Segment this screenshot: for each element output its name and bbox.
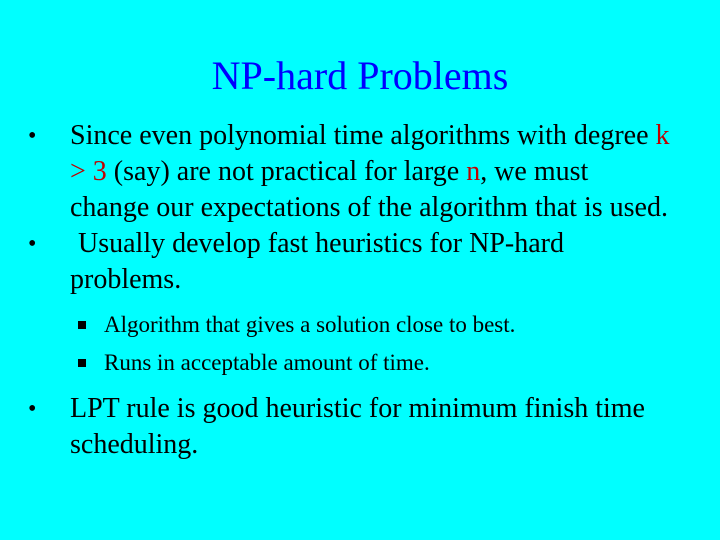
bullet-3 (0, 391, 670, 463)
bullet-marker: • (28, 231, 37, 257)
sub-bullet-2 (0, 348, 720, 377)
bullet-marker: • (28, 123, 37, 149)
bullet-2 (0, 226, 670, 298)
bullet-1-text-a: Since even polynomial time algorithms with degree (70, 120, 656, 151)
sub-bullet-1-text: Algorithm that gives a solution close to best. (104, 312, 516, 337)
slide-title: NP-hard Problems (211, 53, 509, 98)
bullet-1 (0, 118, 670, 226)
square-bullet-icon (78, 359, 86, 367)
bullet-1-n-highlight: n (466, 156, 481, 187)
sub-bullet-2-text: Runs in acceptable amount of time. (104, 350, 430, 375)
bullet-1-text-b: (say) are not practical for large (106, 156, 467, 187)
square-bullet-icon (78, 321, 86, 329)
bullet-2-text: Usually develop fast heuristics for NP-hard problems. (70, 228, 564, 295)
bullet-1-text-c: , we must change our expectations of the algorithm that is used. (70, 156, 668, 223)
slide-body (0, 118, 720, 463)
bullet-1-degree-highlight: k > 3 (70, 120, 670, 187)
bullet-3-text: LPT rule is good heuristic for minimum finish time scheduling. (70, 393, 645, 460)
sub-bullet-1 (0, 310, 720, 339)
bullet-marker: • (28, 396, 37, 422)
sub-bullet-list (0, 310, 720, 377)
